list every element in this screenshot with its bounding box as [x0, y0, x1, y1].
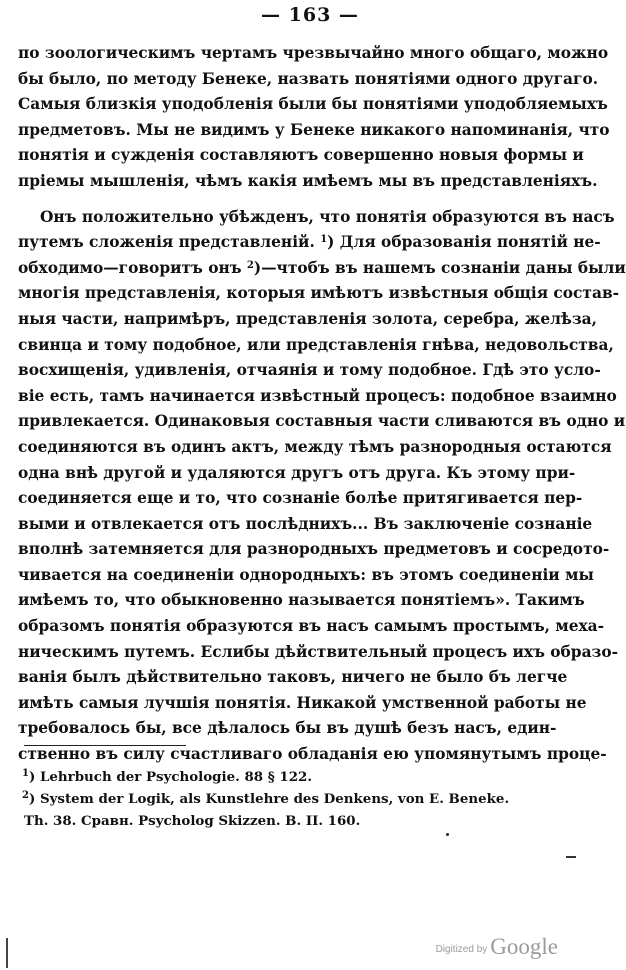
text-line: соединяются въ одинъ актъ, между тѣмъ разнородныя остаются — [18, 437, 612, 456]
footnote-text: ) System der Logik, als Kunstlehre des Denkens, von E. Beneke. — [28, 791, 510, 807]
ink-speck — [566, 856, 576, 858]
text-line: образомъ понятія образуются въ насъ самымъ простымъ, меха- — [18, 617, 605, 636]
text-line: ственно въ силу счастливаго обладанія ею упомянутымъ проце- — [18, 745, 607, 764]
text-line: Самыя близкія уподобленія были бы понятіями уподобляемыхъ — [18, 95, 608, 114]
text-line: ническимъ путемъ. Еслибы дѣйствительный процесъ ихъ образо- — [18, 642, 619, 661]
footnote-ref-1: 1 — [320, 234, 328, 246]
footnotes — [22, 766, 510, 832]
text-line: понятія и сужденія составляютъ совершенно новыя формы и — [18, 146, 584, 165]
footnote-divider — [24, 745, 186, 746]
text-line: пріемы мышленія, чѣмъ какія имѣемъ мы въ представленіяхъ. — [18, 171, 598, 190]
text-line: чивается на соединеніи однородныхъ: въ этомъ соединеніи мы — [18, 565, 594, 584]
line-text: )—чтобъ въ нашемъ сознаніи даны были — [253, 258, 626, 277]
text-line: Онъ положительно убѣжденъ, что понятія образуются въ насъ — [40, 207, 615, 226]
text-line: имѣть самыя лучшія понятія. Никакой умственной работы не — [18, 693, 587, 712]
text-line: ванія былъ дѣйствительно таковъ, ничего не было бъ легче — [18, 668, 568, 687]
text-line: свинца и тому подобное, или представленія гнѣва, недовольства, — [18, 335, 614, 354]
text-line: восхищенія, удивленія, отчаянія и тому подобное. Гдѣ это усло- — [18, 361, 601, 380]
footnote-mark: 2 — [22, 790, 29, 801]
text-line: вполнѣ затемняется для разнородныхъ предметовъ и сосредото- — [18, 540, 610, 559]
watermark-prefix: Digitized by — [435, 944, 488, 955]
text-line: віе есть, тамъ начинается извѣстный процесъ: подобное взаимно — [18, 386, 617, 405]
text-line: предметовъ. Мы не видимъ у Бенеке никакого напоминанія, что — [18, 120, 610, 139]
text-line — [18, 256, 626, 282]
text-line: бы было, по методу Бенеке, назвать понятіями одного другаго. — [18, 69, 599, 88]
text-line: по зоологическимъ чертамъ чрезвычайно много общаго, можно — [18, 44, 609, 62]
text-line: выми и отвлекается отъ послѣднихъ... Въ заключеніе сознаніе — [18, 514, 593, 533]
text-line: одна внѣ другой и удаляются другъ отъ друга. Къ этому при- — [18, 463, 576, 482]
text-line — [18, 230, 601, 256]
text-line: ныя части, напримѣръ, представленія золота, серебра, желѣза, — [18, 309, 598, 328]
ink-speck — [446, 833, 449, 836]
text-line: привлекается. Одинаковыя составныя части сливаются въ одно и — [18, 412, 626, 431]
line-text: обходимо—говоритъ онъ — [18, 258, 242, 277]
digitized-watermark — [436, 934, 558, 960]
google-logo: Google — [490, 934, 558, 959]
footnote-ref-2: 2 — [246, 259, 254, 271]
footnote-mark: 1 — [22, 768, 29, 779]
footnote-1 — [22, 766, 482, 788]
text-line: многія представленія, которыя имѣютъ извѣстныя общія состав- — [18, 284, 620, 303]
text-line: соединяется еще и то, что сознаніе болѣе притягивается пер- — [18, 489, 583, 508]
footnote-2-continuation: Th. 38. Сравн. Psycholog Skizzen. B. II. 160. — [24, 813, 361, 829]
main-text — [18, 41, 626, 768]
footnote-text: ) Lehrbuch der Psychologie. 88 § 122. — [28, 769, 313, 785]
scan-edge-mark — [6, 938, 8, 968]
page-number: — 163 — — [261, 4, 359, 26]
text-line: требовалось бы, все дѣлалось бы въ душѣ безъ насъ, един- — [18, 719, 557, 738]
footnote-2 — [22, 788, 510, 810]
line-text: ) Для образованія понятій не- — [327, 233, 601, 252]
text-line: имѣемъ то, что обыкновенно называется понятіемъ». Такимъ — [18, 591, 585, 610]
line-text: путемъ сложенія представленій. — [18, 233, 315, 252]
